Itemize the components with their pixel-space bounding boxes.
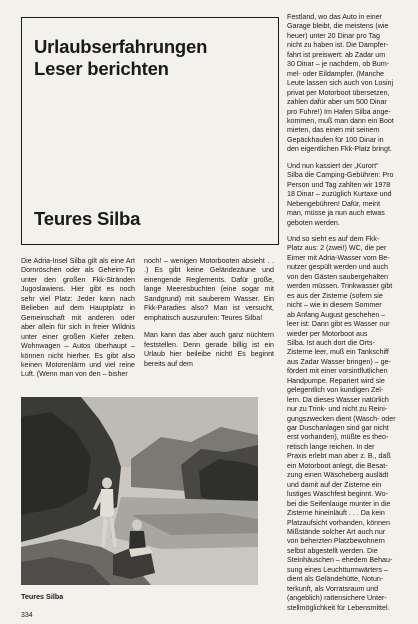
text-line: 30 Dinar – je nachdem, ob Bum- — [287, 60, 390, 69]
text-line: nutzer gespült werden und auch — [287, 263, 388, 272]
paragraph — [287, 235, 418, 613]
text-line: terkunft, als Vorratsraum und — [287, 584, 379, 593]
text-line: Zisterne leer, muß ein Tankschiff — [287, 348, 389, 357]
text-line: nicht – wie in diesem Sommer — [287, 301, 382, 310]
text-line: gelegentlich von kundigen Zel- — [287, 386, 384, 395]
text-line: nicht zu haben ist. Die Dampfer- — [287, 41, 389, 50]
text-line: werden müssen. Trinkwasser gibt — [287, 282, 393, 291]
headline-line-2: Leser berichten — [34, 58, 169, 79]
text-line: leer ist: Dann gibt es Wasser nur — [287, 320, 390, 329]
text-line: retisch lange reichen. In der — [287, 442, 375, 451]
text-column-2 — [144, 257, 274, 369]
text-line: geboten werden. — [287, 218, 340, 227]
text-line: und damit auf der Zisterne ein — [287, 480, 382, 489]
text-column-3 — [287, 13, 418, 620]
text-line: ab Anfang August geschehen – — [287, 310, 386, 319]
text-line: aus Zadar Wasser bringen) – ge- — [287, 357, 391, 366]
text-column-1 — [21, 257, 135, 380]
text-line: Zisterne hineinläuft . . . Da kein — [287, 509, 385, 518]
text-line: ein Motorboot anlegt, die Besat- — [287, 461, 388, 470]
beach-photo-image — [21, 397, 258, 585]
text-line: Festland, wo das Auto in einer — [287, 13, 383, 21]
text-line: privat per Motorboot übersetzen, — [287, 88, 390, 97]
paragraph: noch! – wenigen Motorbooten absieht . . .) Es gibt keine Geländezäune und einengende Reglements. Dafür große, lange Meeresbuchten (eine sogar mit Sandgrund) mit sauberem Wasser. Ein Fkk-Paradies also? Man ist versucht, emphatisch auszurufen: Teures Silba! — [144, 257, 274, 322]
text-line: mel- oder Eildampfer. (Manche — [287, 69, 384, 78]
headline-box — [21, 17, 279, 245]
article-title: Teures Silba — [34, 208, 141, 229]
text-line: Und nun kassiert der „Kurort“ — [287, 161, 379, 170]
text-line: Handpumpe. Repariert wird sie — [287, 376, 385, 385]
text-line: zung einen Wäscheberg auslädt — [287, 471, 389, 480]
text-line: nur zu Trink- und nicht zu Reini- — [287, 405, 388, 414]
text-line: Steinhäuschen – ehedem Behau- — [287, 556, 393, 565]
headline — [34, 36, 270, 80]
text-line: Nebengebühren! Dafür, meint — [287, 199, 381, 208]
text-line: 18 Dinar – zuzüglich Kurtaxe und — [287, 190, 392, 199]
text-line: Platzaufsicht vorhanden, können — [287, 518, 390, 527]
text-line: Praxis erlebt man aber z. B., daß — [287, 452, 391, 461]
text-line: Und so sieht es auf dem Fkk- — [287, 234, 380, 243]
text-line: fördert mit einer vorsintflutlichen — [287, 367, 388, 376]
text-line: erst vorhanden), müßte es theo- — [287, 433, 389, 442]
text-line: dient als Geländehütte, Notun- — [287, 575, 384, 584]
text-line: lustiges Waschfest beginnt. Wo- — [287, 490, 388, 499]
text-line: von den Gästen saubergehalten — [287, 272, 388, 281]
text-line: fahrt ist preiswert: ab Zadar um — [287, 50, 386, 59]
paragraph — [287, 13, 418, 155]
text-line: stellmöglichkeit für Lebensmittel. — [287, 603, 390, 612]
text-line: lern. Da dieses Wasser natürlich — [287, 395, 389, 404]
text-line: man, müsse ja nun auch etwas — [287, 209, 385, 218]
text-line: Silba die Camping-Gebühren: Pro — [287, 171, 394, 180]
text-line: Silba. Ist auch dort die Orts- — [287, 338, 375, 347]
headline-line-1: Urlaubserfahrungen — [34, 36, 208, 57]
text-line: selbst abgestellt werden. Die — [287, 546, 378, 555]
photo-caption: Teures Silba — [21, 592, 64, 601]
text-line: mieten, das einen mit seinem — [287, 126, 380, 135]
text-line: gungszwecken dient (Wasch- oder — [287, 414, 396, 423]
text-line: Gepäckhaufen für 100 Dinar in — [287, 135, 384, 144]
text-line: Platz aus: 2 (zwei!) WC, die per — [287, 244, 387, 253]
text-line: Mißstände solcher Art auch nur — [287, 528, 386, 537]
text-line: pro Fuhre!) Im Hafen Silba ange- — [287, 107, 391, 116]
text-line: sung eines Leuchtturmwärters – — [287, 565, 388, 574]
text-line: kommen, muß man dann ein Boot — [287, 116, 394, 125]
text-line: gar Duschanlagen sind gar nicht — [287, 424, 389, 433]
text-line: zahlen dafür aber um 500 Dinar — [287, 98, 387, 107]
text-line: es aus der Zisterne (sofern sie — [287, 291, 383, 300]
paragraph: Die Adria-Insel Silba gilt als eine Art Dornröschen oder als Geheim-Tip unter den großen Fkk-Stränden Jugoslawiens. Hier gibt es noch sehr viel Platz: Jeder kann nach Belieben auf dem Hauptplatz in Gemeinschaft mit anderen oder aber allein für sich in freier Wildnis unter einer großen Kiefer zelten. Wohnwagen – Autos überhaupt – können nicht hierher. Es gibt also keinen Motorenlärm und viel reine Luft. (Wenn man von den – bisher — [21, 257, 135, 379]
paragraph: Man kann das aber auch ganz nüchtern feststellen. Denn gerade billig ist ein Urlaub hier beileibe nicht! Es beginnt bereits auf dem — [144, 331, 274, 368]
text-line: Garage bleibt, die meistens (wie — [287, 22, 389, 31]
text-line: Leute lassen sich auch von Losinj — [287, 79, 394, 88]
text-line: (angeblich) rattensichere Unter- — [287, 594, 387, 603]
page-number: 334 — [21, 612, 33, 619]
text-line: Eimer mit Adria-Wasser vom Be- — [287, 253, 390, 262]
text-line: Person und Tag zahlten wir 1978 — [287, 180, 391, 189]
text-line: heuer) unter 20 Dinar pro Tag — [287, 31, 380, 40]
text-line: bei die Seifenlauge munter in die — [287, 499, 391, 508]
paragraph — [287, 162, 418, 228]
beach-photo — [21, 397, 258, 585]
text-line: von beherzten Platzbewohnern — [287, 537, 385, 546]
text-line: den eigentlichen Fkk-Platz bringt. — [287, 145, 392, 154]
text-line: wieder per Motorboot aus — [287, 329, 368, 338]
